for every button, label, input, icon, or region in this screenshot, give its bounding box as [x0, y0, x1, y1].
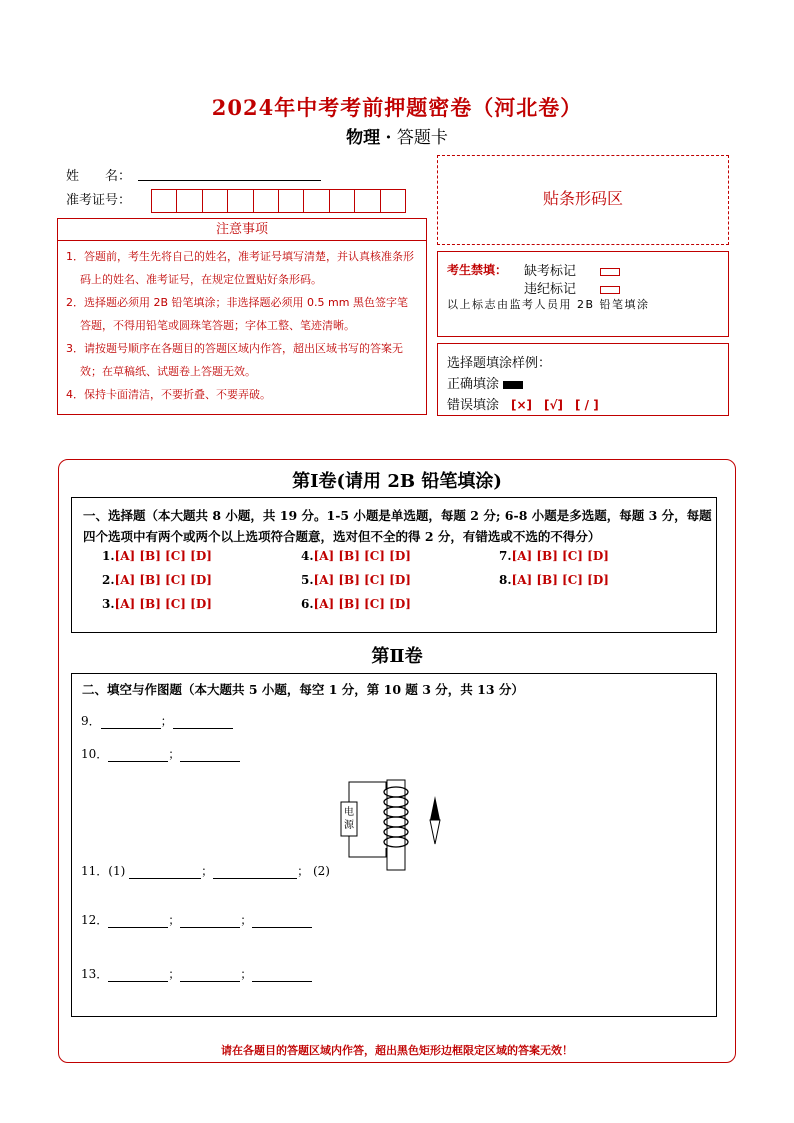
card-label: 答题卡 [396, 128, 448, 148]
id-digit-box[interactable] [278, 189, 304, 213]
q11-part2-label: (2) [312, 864, 330, 878]
q10-number: 10． [81, 747, 109, 761]
q9-row [81, 712, 233, 729]
q-number: 7. [499, 549, 512, 563]
separator: ； [168, 967, 181, 981]
choice-q4[interactable] [301, 549, 411, 563]
q-number: 3. [102, 597, 115, 611]
choice-options[interactable]: [A] [B] [C] [D] [511, 549, 609, 563]
violation-row [524, 278, 620, 297]
id-digit-box[interactable] [303, 189, 329, 213]
separator: ； [168, 913, 181, 927]
answer-blank[interactable] [129, 867, 201, 879]
answer-blank[interactable] [108, 916, 168, 928]
choice-q5[interactable] [301, 573, 411, 587]
id-digit-box[interactable] [176, 189, 202, 213]
violation-mark-box[interactable] [600, 286, 620, 294]
notice-item: 1．答题前，考生先将自己的姓名，准考证号填写清楚，并认真核准条形码上的姓名、准考证号，在规定位置贴好条形码。 [66, 250, 414, 286]
q12-number: 12． [81, 913, 109, 927]
correct-row [447, 373, 523, 392]
choice-q1[interactable] [102, 549, 212, 563]
q12-row [81, 911, 312, 928]
answer-blank[interactable] [180, 916, 240, 928]
separator: ； [160, 714, 173, 728]
q10-row [81, 745, 240, 762]
q-number: 4. [301, 549, 314, 563]
absent-row [524, 260, 620, 279]
choice-options[interactable]: [A] [B] [C] [D] [313, 573, 411, 587]
answer-blank[interactable] [213, 867, 297, 879]
choice-q2[interactable] [102, 573, 212, 587]
name-label: 姓 名： [66, 169, 132, 184]
filled-sample-mark [503, 381, 523, 389]
id-digit-box[interactable] [227, 189, 253, 213]
id-digit-box[interactable] [380, 189, 406, 213]
id-digit-box[interactable] [202, 189, 228, 213]
q-number: 5. [301, 573, 314, 587]
choice-q3[interactable] [102, 597, 212, 611]
choice-q7[interactable] [499, 549, 609, 563]
exam-title: 2024年中考考前押题密卷（河北卷） [211, 95, 583, 120]
fill-instructions: 二、填空与作图题（本大题共 5 小题，每空 1 分，第 10 题 3 分，共 13 分） [82, 682, 524, 697]
wire-top [349, 782, 386, 802]
answer-blank[interactable] [108, 970, 168, 982]
answer-blank[interactable] [180, 750, 240, 762]
choice-section [71, 497, 717, 633]
q-number: 1. [102, 549, 115, 563]
wrong-label: 错误填涂 [447, 398, 500, 413]
choice-options[interactable]: [A] [B] [C] [D] [511, 573, 609, 587]
footer-warning: 请在各题目的答题区域内作答，超出黑色矩形边框限定区域的答案无效！ [221, 1044, 573, 1057]
notice-item: 4．保持卡面清洁，不要折叠、不要弄破。 [66, 388, 271, 401]
notice-item: 2．选择题必须用 2B 铅笔填涂；非选择题必须用 0.5 mm 黑色签字笔答题，不得用铅笔或圆珠笔答题；字体工整、笔迹清晰。 [66, 296, 408, 332]
correct-label: 正确填涂 [447, 377, 500, 392]
forbidden-box [437, 251, 729, 337]
q-number: 8. [499, 573, 512, 587]
notice-body [57, 241, 427, 415]
choice-options[interactable]: [A] [B] [C] [D] [114, 597, 212, 611]
barcode-area: 贴条形码区 [437, 155, 729, 245]
violation-label: 违纪标记 [524, 282, 577, 297]
id-digit-box[interactable] [151, 189, 177, 213]
choice-options[interactable]: [A] [B] [C] [D] [114, 549, 212, 563]
power-source-label: 电源 [344, 807, 354, 831]
subtitle-dot: · [385, 128, 392, 148]
fill-sample-box [437, 343, 729, 416]
name-field[interactable] [138, 165, 321, 181]
absent-mark-box[interactable] [600, 268, 620, 276]
subject-label: 物理 [346, 128, 381, 148]
separator: ； [297, 864, 310, 878]
answer-blank[interactable] [180, 970, 240, 982]
separator: ； [201, 864, 214, 878]
id-number-boxes [152, 189, 406, 213]
compass-needle-north [430, 796, 440, 820]
answer-blank[interactable] [252, 916, 312, 928]
answer-blank[interactable] [173, 717, 233, 729]
absent-label: 缺考标记 [524, 264, 577, 279]
answer-blank[interactable] [101, 717, 161, 729]
choice-instructions: 一、选择题（本大题共 8 小题，共 19 分。1-5 小题是单选题，每题 2 分; 6-8 小题是多选题，每题 3 分，每题四个选项中有两个或两个以上选项符合题意，选对但不全的得 2 分，有错选或不选的不得分） [83, 508, 712, 544]
iron-core [387, 780, 405, 870]
id-digit-box[interactable] [354, 189, 380, 213]
q11-row [81, 862, 330, 879]
q11-number: 11．(1) [81, 864, 126, 878]
choice-options[interactable]: [A] [B] [C] [D] [313, 597, 411, 611]
id-digit-box[interactable] [253, 189, 279, 213]
separator: ； [240, 913, 253, 927]
choice-options[interactable]: [A] [B] [C] [D] [114, 573, 212, 587]
notice-heading: 注意事项 [57, 218, 427, 241]
part2-title: 第Ⅱ卷 [371, 646, 423, 667]
choice-q6[interactable] [301, 597, 411, 611]
choice-options[interactable]: [A] [B] [C] [D] [313, 549, 411, 563]
wire-bottom [349, 836, 386, 857]
wrong-examples: [×] [√] [ / ] [511, 398, 599, 412]
id-label: 准考证号： [66, 193, 132, 208]
q9-number: 9． [81, 714, 101, 728]
q-number: 6. [301, 597, 314, 611]
q-number: 2. [102, 573, 115, 587]
q13-row [81, 965, 312, 982]
card-subtitle [0, 123, 794, 148]
separator: ； [168, 747, 181, 761]
notice-item: 3．请按题号顺序在各题目的答题区域内作答，超出区域书写的答案无效；在草稿纸、试题卷上答题无效。 [66, 342, 403, 378]
separator: ； [240, 967, 253, 981]
q13-number: 13． [81, 967, 109, 981]
compass-needle-south [430, 820, 440, 844]
part1-title: 第Ⅰ卷(请用 2B 铅笔填涂) [292, 471, 502, 492]
fill-sample-title: 选择题填涂样例： [447, 356, 552, 371]
id-digit-box[interactable] [329, 189, 355, 213]
forbidden-note: 以上标志由监考人员用 2B 铅笔填涂 [447, 298, 650, 311]
answer-blank[interactable] [252, 970, 312, 982]
forbidden-title: 考生禁填： [447, 263, 508, 277]
answer-blank[interactable] [108, 750, 168, 762]
choice-q8[interactable] [499, 573, 609, 587]
wrong-row [447, 394, 599, 413]
